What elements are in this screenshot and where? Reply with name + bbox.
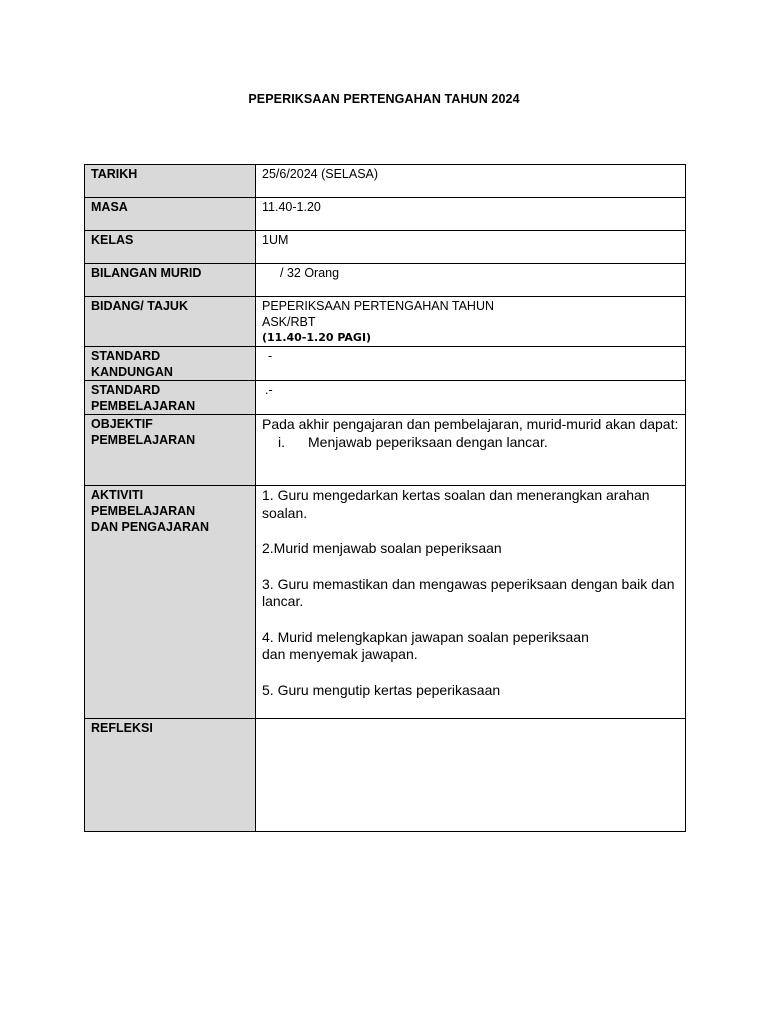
value-bidang-tajuk [256,297,686,347]
aktiviti-step-3: 3. Guru memastikan dan mengawas peperiksaan dengan baik dan lancar. [262,575,675,609]
label-masa: MASA [85,198,256,231]
label-standard-pembelajaran [85,381,256,415]
value-kelas: 1UM [256,231,686,264]
aktiviti-label-line-1: AKTIVITI [91,488,144,502]
label-bidang-tajuk: BIDANG/ TAJUK [85,297,256,347]
table-row-bilangan-murid [85,264,686,297]
objektif-intro: Pada akhir pengajaran dan pembelajaran, murid-murid akan dapat: [262,416,679,432]
value-tarikh: 25/6/2024 (SELASA) [256,165,686,198]
value-objektif [256,415,686,486]
aktiviti-step-4-line-1: 4. Murid melengkapkan jawapan soalan peperiksaan [262,628,589,645]
table-row-bidang-tajuk [85,297,686,347]
value-masa: 11.40-1.20 [256,198,686,231]
aktiviti-step-2: 2.Murid menjawab soalan peperiksaan [262,540,502,556]
objektif-item [262,434,679,452]
value-aktiviti [256,486,686,719]
table-row-standard-pembelajaran [85,381,686,415]
aktiviti-step-4-line-2: dan menyemak jawapan. [262,646,418,662]
table-row-kelas [85,231,686,264]
aktiviti-label-line-3: DAN PENGAJARAN [91,520,210,534]
label-bilangan-murid: BILANGAN MURID [85,264,256,297]
label-aktiviti [85,486,256,719]
table-row-standard-kandungan [85,347,686,381]
sk-label-line-1: STANDARD [91,349,161,363]
sp-label-line-2: PEMBELAJARAN [91,399,196,413]
label-tarikh: TARIKH [85,165,256,198]
table-row-masa [85,198,686,231]
bidang-line-1: PEPERIKSAAN PERTENGAHAN TAHUN [262,299,495,313]
aktiviti-label-line-2: PEMBELAJARAN [91,504,196,518]
label-objektif [85,415,256,486]
label-standard-kandungan [85,347,256,381]
value-standard-kandungan: - [268,349,273,363]
objektif-label-line-1: OBJEKTIF [91,417,153,431]
value-standard-pembelajaran: .- [265,383,273,397]
sk-label-line-2: KANDUNGAN [91,365,173,379]
document-title: PEPERIKSAAN PERTENGAHAN TAHUN 2024 [248,92,520,106]
bidang-line-3: (11.40-1.20 PAGI) [262,331,372,344]
table-row-refleksi [85,719,686,832]
table-row-tarikh [85,165,686,198]
aktiviti-step-5: 5. Guru mengutip kertas peperikasaan [262,681,501,698]
sp-label-line-1: STANDARD [91,383,161,397]
objektif-item-text: Menjawab peperiksaan dengan lancar. [308,433,548,450]
objektif-label-line-2: PEMBELAJARAN [91,433,196,447]
aktiviti-step-4 [262,629,679,664]
aktiviti-step-1: 1. Guru mengedarkan kertas soalan dan menerangkan arahan soalan. [262,487,650,521]
label-refleksi: REFLEKSI [85,719,256,832]
value-bilangan-murid: / 32 Orang [280,266,340,280]
table-row-objektif [85,415,686,486]
lesson-plan-table [84,164,686,832]
table-row-aktiviti [85,486,686,719]
objektif-item-number: i. [278,433,285,450]
label-kelas: KELAS [85,231,256,264]
bidang-line-2: ASK/RBT [262,315,316,329]
value-refleksi [256,719,686,832]
